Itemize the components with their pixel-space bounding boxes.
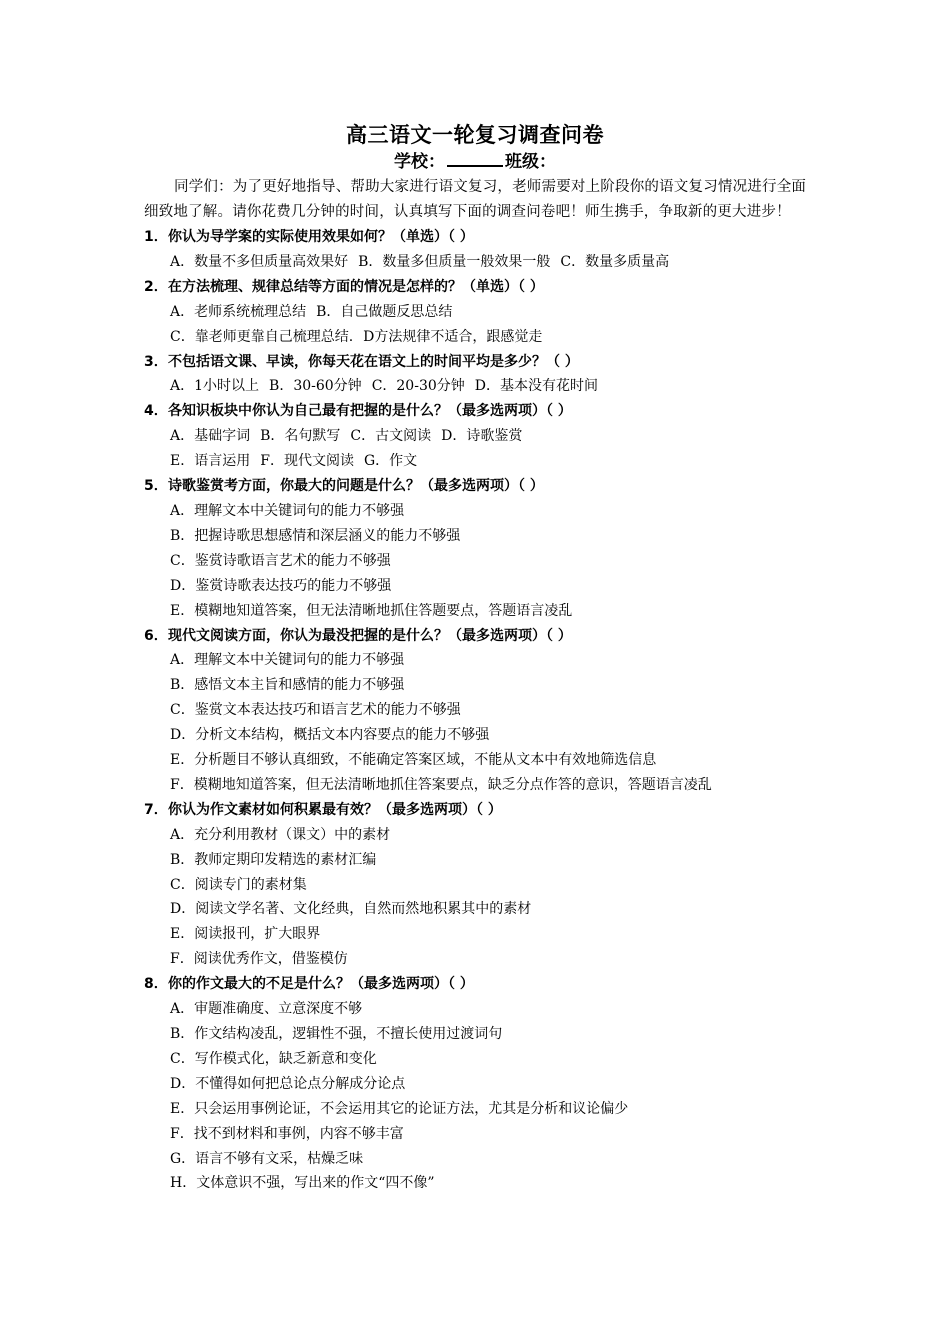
question-4 <box>144 399 816 474</box>
answer-option[interactable]: D．分析文本结构，概括文本内容要点的能力不够强 <box>170 727 490 744</box>
question-number: 4． <box>144 403 168 420</box>
option-line <box>144 873 816 898</box>
answer-option[interactable]: C．20-30分钟 <box>371 378 465 395</box>
option-line <box>144 1072 816 1097</box>
school-class-line <box>0 149 950 174</box>
option-line <box>144 997 816 1022</box>
option-line <box>144 1097 816 1122</box>
answer-option[interactable]: A．理解文本中关键词句的能力不够强 <box>170 502 405 519</box>
option-line <box>144 325 816 350</box>
option-line <box>144 424 816 449</box>
answer-option[interactable]: A．理解文本中关键词句的能力不够强 <box>170 652 405 669</box>
question-number: 8． <box>144 976 168 993</box>
question-stem <box>144 624 816 649</box>
school-blank <box>447 149 503 167</box>
question-stem <box>144 275 816 300</box>
option-line <box>144 499 816 524</box>
answer-option[interactable]: B．30-60分钟 <box>269 378 362 395</box>
option-line <box>144 1171 816 1196</box>
option-line <box>144 947 816 972</box>
answer-option[interactable]: F．找不到材料和事例，内容不够丰富 <box>170 1125 404 1142</box>
option-line <box>144 1047 816 1072</box>
option-line <box>144 698 816 723</box>
answer-option[interactable]: C．阅读专门的素材集 <box>170 876 307 893</box>
answer-option[interactable]: A．基础字词 <box>170 428 251 445</box>
answer-option[interactable]: D．基本没有花时间 <box>474 378 598 395</box>
question-2 <box>144 275 816 350</box>
page-title: 高三语文一轮复习调查问卷 <box>346 123 604 147</box>
question-text: 在方法梳理、规律总结等方面的情况是怎样的？（单选）（ ） <box>168 278 544 295</box>
answer-option[interactable]: C．写作模式化，缺乏新意和变化 <box>170 1050 377 1067</box>
answer-option[interactable]: B．把握诗歌思想感情和深层涵义的能力不够强 <box>170 527 461 544</box>
answer-option[interactable]: F．阅读优秀作文，借鉴模仿 <box>170 951 348 968</box>
answer-option[interactable]: A．老师系统梳理总结 <box>170 303 307 320</box>
question-3 <box>144 350 816 400</box>
option-line <box>144 848 816 873</box>
answer-option[interactable]: E．语言运用 <box>170 453 251 470</box>
school-label: 学校： <box>394 152 445 172</box>
answer-option[interactable]: C．靠老师更靠自己梳理总结. <box>170 328 354 345</box>
question-stem <box>144 399 816 424</box>
question-text: 诗歌鉴赏考方面，你最大的问题是什么？（最多选两项）（ ） <box>168 478 544 495</box>
option-line <box>144 250 816 275</box>
question-stem <box>144 350 816 375</box>
option-line <box>144 574 816 599</box>
option-line <box>144 922 816 947</box>
question-1 <box>144 225 816 275</box>
answer-option[interactable]: B．感悟文本主旨和感情的能力不够强 <box>170 677 405 694</box>
question-stem <box>144 225 816 250</box>
option-line <box>144 748 816 773</box>
answer-option[interactable]: G．作文 <box>363 453 418 470</box>
answer-option[interactable]: C．数量多质量高 <box>560 253 670 270</box>
option-line <box>144 897 816 922</box>
option-line <box>144 300 816 325</box>
question-text: 各知识板块中你认为自己最有把握的是什么？（最多选两项）（ ） <box>168 403 572 420</box>
answer-option[interactable]: E．只会运用事例论证，不会运用其它的论证方法，尤其是分析和议论偏少 <box>170 1100 629 1117</box>
answer-option[interactable]: D．诗歌鉴赏 <box>441 428 523 445</box>
answer-option[interactable]: B．数量多但质量一般效果一般 <box>358 253 551 270</box>
question-8 <box>144 972 816 1196</box>
option-line <box>144 374 816 399</box>
answer-option[interactable]: A．数量不多但质量高效果好 <box>170 253 349 270</box>
answer-option[interactable]: B．教师定期印发精选的素材汇编 <box>170 851 377 868</box>
question-5 <box>144 474 816 623</box>
answer-option[interactable]: D．阅读文学名著、文化经典，自然而然地积累其中的素材 <box>170 901 532 918</box>
question-stem <box>144 474 816 499</box>
question-number: 7． <box>144 801 168 818</box>
option-line <box>144 524 816 549</box>
question-number: 6． <box>144 627 168 644</box>
answer-option[interactable]: C．鉴赏诗歌语言艺术的能力不够强 <box>170 552 391 569</box>
answer-option[interactable]: D．鉴赏诗歌表达技巧的能力不够强 <box>170 577 392 594</box>
answer-option[interactable]: C．古文阅读 <box>350 428 432 445</box>
question-number: 2． <box>144 278 168 295</box>
answer-option[interactable]: B．作文结构凌乱，逻辑性不强，不擅长使用过渡词句 <box>170 1026 503 1042</box>
answer-option[interactable]: D．不懂得如何把总论点分解成分论点 <box>170 1075 406 1092</box>
option-line <box>144 823 816 848</box>
answer-option[interactable]: G．语言不够有文采，枯燥乏味 <box>170 1150 364 1167</box>
option-line <box>144 673 816 698</box>
question-text: 现代文阅读方面，你认为最没把握的是什么？（最多选两项）（ ） <box>168 627 572 644</box>
class-label: 班级： <box>505 152 556 172</box>
question-6 <box>144 624 816 798</box>
answer-option[interactable]: A．审题准确度、立意深度不够 <box>170 1001 363 1018</box>
question-text: 你认为导学案的实际使用效果如何？（单选）（ ） <box>168 229 474 245</box>
answer-option[interactable]: A．1小时以上 <box>170 378 260 395</box>
question-stem <box>144 972 816 997</box>
option-line <box>144 1147 816 1172</box>
question-7 <box>144 798 816 972</box>
option-line <box>144 648 816 673</box>
answer-option[interactable]: E．分析题目不够认真细致，不能确定答案区域，不能从文本中有效地筛选信息 <box>170 752 657 769</box>
option-line <box>144 1022 816 1047</box>
answer-option[interactable]: A．充分利用教材（课文）中的素材 <box>170 826 391 843</box>
answer-option[interactable]: F．模糊地知道答案，但无法清晰地抓住答案要点，缺乏分点作答的意识，答题语言凌乱 <box>170 776 712 793</box>
answer-option[interactable]: E．模糊地知道答案，但无法清晰地抓住答题要点，答题语言凌乱 <box>170 602 573 619</box>
question-text: 你的作文最大的不足是什么？（最多选两项）（ ） <box>168 976 474 993</box>
question-number: 3． <box>144 353 168 370</box>
answer-option[interactable]: F．现代文阅读 <box>260 453 354 470</box>
intro-paragraph: 同学们：为了更好地指导、帮助大家进行语文复习，老师需要对上阶段你的语文复习情况进行全面细致地了解。请你花费几分钟的时间，认真填写下面的调查问卷吧！师生携手，争取新的更大进步！ <box>144 179 807 220</box>
question-stem <box>144 798 816 823</box>
answer-option[interactable]: B．名句默写 <box>260 428 341 445</box>
question-text: 不包括语文课、早读，你每天花在语文上的时间平均是多少？（ ） <box>168 353 579 370</box>
option-line <box>144 449 816 474</box>
answer-option[interactable]: D方法规律不适合，跟感觉走 <box>363 328 543 345</box>
option-line <box>144 549 816 574</box>
answer-option[interactable]: E．阅读报刊，扩大眼界 <box>170 926 321 943</box>
option-line <box>144 773 816 798</box>
question-number: 5． <box>144 478 168 495</box>
question-text: 你认为作文素材如何积累最有效？（最多选两项）（ ） <box>168 801 502 818</box>
option-line <box>144 599 816 624</box>
option-line <box>144 1122 816 1147</box>
option-line <box>144 723 816 748</box>
answer-option[interactable]: H．文体意识不强，写出来的作文“四不像” <box>170 1175 435 1192</box>
answer-option[interactable]: B．自己做题反思总结 <box>316 303 453 320</box>
answer-option[interactable]: C．鉴赏文本表达技巧和语言艺术的能力不够强 <box>170 702 461 719</box>
questionnaire-body <box>144 175 816 1196</box>
question-list <box>144 225 816 1196</box>
question-number: 1． <box>144 229 168 245</box>
